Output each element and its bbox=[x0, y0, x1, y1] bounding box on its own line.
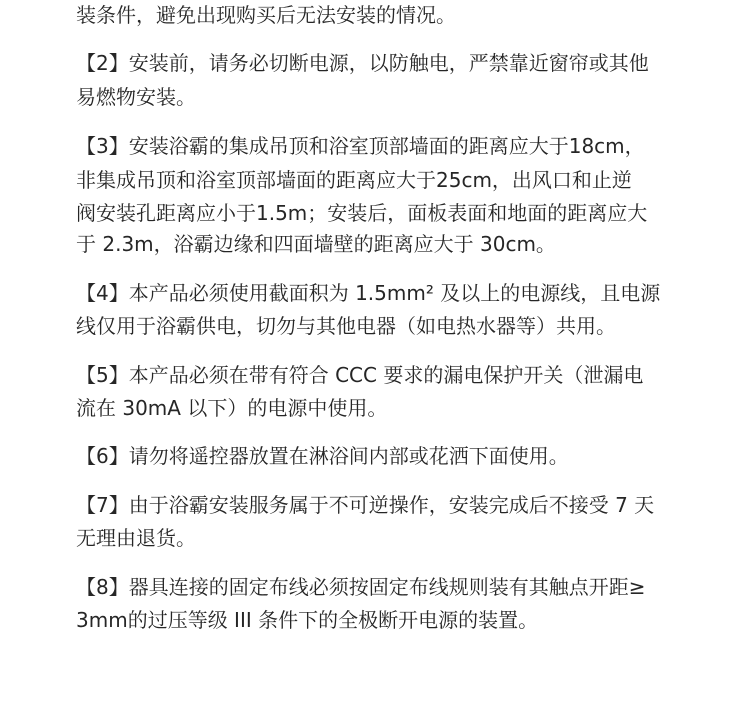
item-3-line-4: 于 2.3m，浴霸边缘和四面墙壁的距离应大于 30cm。 bbox=[76, 232, 556, 256]
item-2-line-1: 【2】安装前，请务必切断电源，以防触电，严禁靠近窗帘或其他 bbox=[76, 51, 649, 75]
item-8-line-2: 3mm的过压等级 III 条件下的全极断开电源的装置。 bbox=[76, 608, 539, 632]
item-2-line-2: 易燃物安装。 bbox=[76, 85, 196, 109]
item-6-line-1: 【6】请勿将遥控器放置在淋浴间内部或花洒下面使用。 bbox=[76, 444, 569, 468]
item-7-line-2: 无理由退货。 bbox=[76, 526, 196, 550]
item-4-line-2: 线仅用于浴霸供电，切勿与其他电器（如电热水器等）共用。 bbox=[76, 314, 616, 338]
item-3-line-2: 非集成吊顶和浴室顶部墙面的距离应大于25cm，出风口和止逆 bbox=[76, 168, 632, 192]
item-5-line-1: 【5】本产品必须在带有符合 CCC 要求的漏电保护开关（泄漏电 bbox=[76, 363, 644, 387]
text-line-continuation: 装条件，避免出现购买后无法安装的情况。 bbox=[76, 3, 456, 27]
item-8-line-1: 【8】器具连接的固定布线必须按固定布线规则装有其触点开距≥ bbox=[76, 575, 646, 599]
item-3-line-3: 阀安装孔距离应小于1.5m；安装后，面板表面和地面的距离应大 bbox=[76, 201, 648, 225]
item-3-line-1: 【3】安装浴霸的集成吊顶和浴室顶部墙面的距离应大于18cm， bbox=[76, 134, 645, 158]
item-7-line-1: 【7】由于浴霸安装服务属于不可逆操作，安装完成后不接受 7 天 bbox=[76, 493, 655, 517]
item-4-line-1: 【4】本产品必须使用截面积为 1.5mm² 及以上的电源线，且电源 bbox=[76, 281, 661, 305]
item-5-line-2: 流在 30mA 以下）的电源中使用。 bbox=[76, 396, 388, 420]
